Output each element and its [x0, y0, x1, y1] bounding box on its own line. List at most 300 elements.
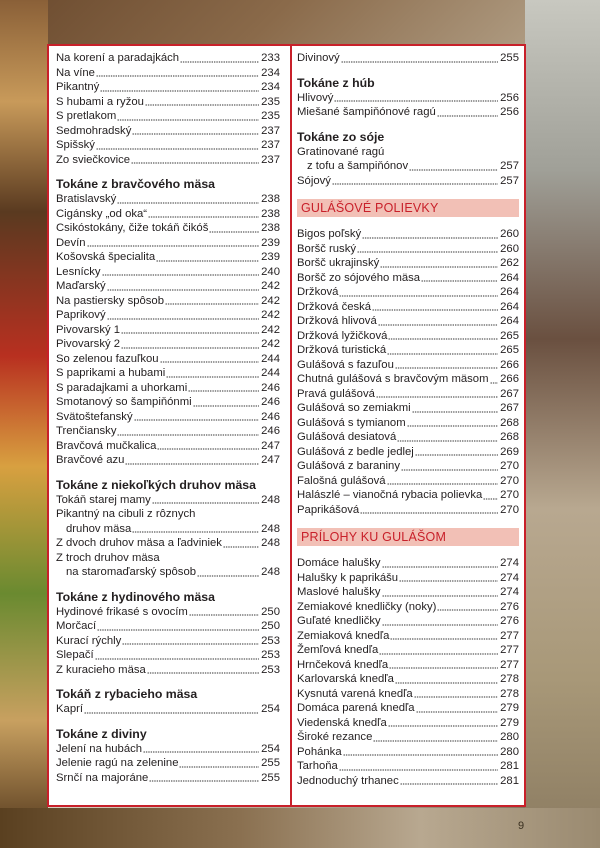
toc-entry[interactable] — [56, 236, 280, 251]
entry-page-number: 255 — [261, 771, 280, 784]
toc-entry[interactable] — [56, 66, 280, 81]
dot-leader — [437, 115, 498, 117]
entry-title: Svätoštefanský — [56, 410, 133, 423]
entry-title: Divinový — [297, 52, 340, 64]
entry-page-number: 267 — [500, 387, 519, 400]
entry-page-number: 246 — [261, 396, 280, 408]
entry-title: Jednoduchý trhanec — [297, 774, 399, 787]
dot-leader — [407, 425, 498, 427]
entry-title: Z dvoch druhov mäsa a ľadviniek — [56, 537, 222, 549]
food-photo-left — [0, 0, 48, 848]
dot-leader — [132, 133, 259, 135]
dot-leader — [382, 624, 498, 626]
toc-entry[interactable] — [56, 424, 280, 439]
entry-page-number: 269 — [500, 445, 519, 458]
entry-page-number: 278 — [500, 687, 519, 700]
entry-page-number: 270 — [500, 503, 519, 516]
toc-entry[interactable] — [297, 600, 519, 615]
toc-entry[interactable] — [56, 294, 280, 309]
dot-leader — [188, 390, 259, 392]
page-number: 9 — [518, 820, 525, 832]
dot-leader — [415, 454, 498, 456]
entry-page-number: 260 — [500, 228, 519, 240]
toc-entry[interactable] — [56, 663, 280, 678]
entry-title: S pretlakom — [56, 110, 117, 122]
dot-leader — [117, 434, 259, 436]
entry-page-number: 238 — [261, 193, 280, 205]
entry-page-number: 277 — [500, 658, 519, 671]
toc-entry[interactable] — [297, 343, 519, 358]
entry-title: Gulášová so zemiakmi — [297, 402, 411, 414]
dot-leader — [388, 725, 498, 727]
dot-leader — [102, 274, 259, 276]
toc-entry[interactable] — [297, 91, 519, 106]
entry-title: Bratislavský — [56, 193, 117, 205]
toc-entry[interactable] — [297, 51, 519, 66]
section-heading: Tokáne z diviny — [56, 726, 147, 741]
dot-leader — [376, 396, 498, 398]
dot-leader — [401, 469, 498, 471]
entry-title: Zo sviečkovice — [56, 153, 131, 166]
entry-page-number: 270 — [500, 474, 519, 487]
dot-leader — [343, 754, 498, 756]
section-heading: Tokáne z niekoľkých druhov mäsa — [56, 477, 256, 492]
dot-leader — [389, 667, 498, 669]
toc-entry[interactable] — [297, 759, 519, 774]
entry-title: Pravá gulášová — [297, 387, 375, 400]
dot-leader — [379, 653, 498, 655]
entry-page-number: 256 — [500, 106, 519, 118]
dot-leader — [95, 658, 259, 660]
entry-title: S hubami a ryžou — [56, 95, 144, 108]
toc-entry[interactable] — [56, 493, 280, 508]
toc-entry[interactable] — [56, 381, 280, 396]
entry-title: Boršč ruský — [297, 242, 357, 255]
entry-title: Držková — [297, 286, 339, 298]
entry-page-number: 238 — [261, 222, 280, 234]
entry-title: Bravčové azu — [56, 454, 125, 466]
entry-title: z tofu a šampiňónov — [307, 160, 409, 172]
toc-entry[interactable] — [297, 314, 519, 329]
entry-title: Tarhoňa — [297, 760, 338, 772]
entry-page-number: 274 — [500, 571, 519, 584]
chapter-band: GULÁŠOVÉ POLIEVKY — [297, 199, 519, 217]
toc-entry-continued — [56, 507, 280, 522]
entry-page-number: 267 — [500, 402, 519, 414]
dot-leader — [121, 332, 259, 334]
toc-entry[interactable] — [297, 745, 519, 760]
toc-entry[interactable] — [297, 672, 519, 687]
toc-entry[interactable] — [56, 337, 280, 352]
toc-entry[interactable] — [56, 439, 280, 454]
toc-entry[interactable] — [56, 221, 280, 236]
toc-entry[interactable] — [297, 687, 519, 702]
toc-entry[interactable] — [297, 730, 519, 745]
entry-page-number: 244 — [261, 367, 280, 379]
entry-page-number: 246 — [261, 410, 280, 423]
entry-page-number: 239 — [261, 236, 280, 249]
dot-leader — [96, 148, 259, 150]
dot-leader — [372, 309, 498, 311]
toc-entry[interactable] — [56, 109, 280, 124]
toc-entry[interactable] — [56, 565, 280, 580]
entry-page-number: 242 — [261, 280, 280, 292]
toc-entry[interactable] — [56, 648, 280, 663]
dot-leader — [390, 638, 498, 640]
entry-page-number: 254 — [261, 703, 280, 715]
toc-entry[interactable] — [56, 323, 280, 338]
toc-entry[interactable] — [297, 159, 519, 174]
dot-leader — [180, 61, 259, 63]
entry-page-number: 253 — [261, 649, 280, 661]
entry-title: Držková lyžičková — [297, 329, 388, 342]
entry-page-number: 242 — [261, 309, 280, 321]
entry-page-number: 237 — [261, 153, 280, 166]
entry-page-number: 265 — [500, 329, 519, 342]
dot-leader — [387, 353, 498, 355]
toc-entry[interactable] — [297, 629, 519, 644]
entry-page-number: 265 — [500, 344, 519, 356]
toc-entry[interactable] — [56, 702, 280, 717]
entry-title: Smotanový so šampiňónmi — [56, 396, 192, 408]
dot-leader — [152, 502, 259, 504]
entry-title: Gulášová z bedle jedlej — [297, 445, 414, 458]
entry-page-number: 253 — [261, 634, 280, 647]
toc-entry[interactable] — [297, 242, 519, 257]
entry-title: Lesnícky — [56, 265, 101, 278]
dot-leader — [122, 643, 259, 645]
dot-leader — [412, 411, 498, 413]
entry-page-number: 234 — [261, 66, 280, 79]
toc-entry[interactable] — [56, 453, 280, 468]
entry-title: Sójový — [297, 174, 331, 187]
entry-title: Halászlé – vianočná rybacia polievka — [297, 489, 483, 501]
entry-title: Na víne — [56, 66, 95, 79]
toc-entry[interactable] — [56, 605, 280, 620]
toc-entry[interactable] — [297, 416, 519, 431]
entry-page-number: 268 — [500, 416, 519, 429]
column-divider — [290, 46, 292, 805]
toc-entry[interactable] — [56, 352, 280, 367]
entry-page-number: 244 — [261, 352, 280, 365]
dot-leader — [147, 672, 259, 674]
dot-leader — [121, 347, 259, 349]
entry-title: Gulášová s tymianom — [297, 416, 406, 429]
toc-entry[interactable] — [56, 80, 280, 95]
entry-title: Široké rezance — [297, 731, 373, 743]
entry-title: druhov mäsa — [66, 522, 132, 535]
toc-entry[interactable] — [56, 279, 280, 294]
toc-entry[interactable] — [297, 716, 519, 731]
toc-entry[interactable] — [56, 742, 280, 757]
entry-page-number: 250 — [261, 605, 280, 618]
entry-page-number: 253 — [261, 663, 280, 676]
toc-entry[interactable] — [297, 372, 519, 387]
dot-leader — [156, 260, 259, 262]
dot-leader — [380, 266, 498, 268]
entry-page-number: 246 — [261, 381, 280, 394]
entry-title: Miešané šampiňónové ragú — [297, 106, 436, 118]
toc-entry-continued — [56, 551, 280, 566]
toc-entry[interactable] — [56, 410, 280, 425]
entry-title: Bravčová mučkalica — [56, 439, 157, 452]
entry-title: So zelenou fazuľkou — [56, 352, 159, 365]
entry-page-number: 248 — [261, 537, 280, 549]
dot-leader — [400, 783, 498, 785]
toc-entry[interactable] — [297, 430, 519, 445]
section-heading: Tokáne z hydinového mäsa — [56, 589, 215, 604]
entry-title: Chutná gulášová s bravčovým mäsom — [297, 373, 489, 385]
entry-page-number: 247 — [261, 454, 280, 466]
entry-title: S paprikami a hubami — [56, 367, 166, 379]
dot-leader — [134, 419, 259, 421]
entry-title: Falošná gulášová — [297, 474, 386, 487]
entry-title: Žemľová knedľa — [297, 644, 379, 656]
entry-page-number: 262 — [500, 257, 519, 269]
entry-page-number: 277 — [500, 644, 519, 656]
entry-title: Trenčiansky — [56, 425, 117, 437]
toc-entry[interactable] — [297, 401, 519, 416]
toc-entry[interactable] — [297, 256, 519, 271]
toc-entry[interactable] — [297, 503, 519, 518]
entry-page-number: 237 — [261, 139, 280, 151]
entry-title: Zemiaková knedľa — [297, 629, 390, 642]
entry-title: Zemiakové knedličky (noky) — [297, 600, 437, 613]
entry-page-number: 246 — [261, 425, 280, 437]
entry-title: Guľaté knedličky — [297, 615, 381, 627]
entry-title: Paprikový — [56, 309, 106, 321]
entry-title: Sedmohradský — [56, 124, 132, 137]
dot-leader — [179, 766, 259, 768]
toc-entry[interactable] — [56, 138, 280, 153]
entry-title: na staromaďarský spôsob — [66, 566, 197, 578]
toc-entry[interactable] — [56, 771, 280, 786]
cutlery-photo-right — [525, 0, 600, 848]
dot-leader — [84, 712, 259, 714]
dot-leader — [395, 367, 498, 369]
toc-entry[interactable] — [297, 571, 519, 586]
entry-title: Pikantný — [56, 81, 100, 93]
dot-leader — [483, 498, 498, 500]
toc-entry[interactable] — [297, 227, 519, 242]
entry-page-number: 248 — [261, 493, 280, 506]
toc-left-column — [56, 51, 280, 785]
entry-page-number: 270 — [500, 489, 519, 501]
entry-title: Karlovarská knedľa — [297, 673, 394, 685]
dot-leader — [382, 566, 498, 568]
entry-page-number: 274 — [500, 557, 519, 569]
entry-page-number: 279 — [500, 716, 519, 729]
entry-page-number: 274 — [500, 586, 519, 598]
toc-entry[interactable] — [297, 387, 519, 402]
entry-title: Gratinované ragú — [297, 145, 385, 158]
entry-page-number: 280 — [500, 745, 519, 758]
dot-leader — [339, 295, 498, 297]
entry-title: Košovská špecialita — [56, 251, 156, 263]
entry-title: Držková hlivová — [297, 315, 377, 327]
entry-title: Tokáň starej mamy — [56, 493, 151, 506]
dot-leader — [339, 769, 498, 771]
dot-leader — [414, 696, 498, 698]
toc-right-column — [297, 51, 519, 788]
entry-title: Na pastiersky spôsob — [56, 294, 164, 307]
entry-page-number: 237 — [261, 124, 280, 137]
entry-page-number: 256 — [500, 91, 519, 104]
toc-entry[interactable] — [56, 207, 280, 222]
toc-entry[interactable] — [56, 153, 280, 168]
chapter-band: PRÍLOHY KU GULÁŠOM — [297, 528, 519, 546]
dot-leader — [197, 575, 259, 577]
entry-page-number: 242 — [261, 294, 280, 307]
entry-title: Boršč zo sójového mäsa — [297, 271, 421, 284]
entry-page-number: 279 — [500, 702, 519, 714]
toc-entry[interactable] — [297, 459, 519, 474]
toc-entry[interactable] — [56, 395, 280, 410]
toc-entry[interactable] — [56, 124, 280, 139]
dot-leader — [131, 162, 259, 164]
entry-page-number: 242 — [261, 338, 280, 350]
dot-leader — [107, 318, 259, 320]
toc-entry[interactable] — [297, 474, 519, 489]
entry-page-number: 264 — [500, 300, 519, 313]
entry-title: Cigánsky „od oka“ — [56, 207, 148, 220]
entry-title: Hlivový — [297, 91, 334, 104]
toc-entry[interactable] — [297, 614, 519, 629]
toc-entry[interactable] — [56, 51, 280, 66]
toc-entry[interactable] — [56, 192, 280, 207]
entry-page-number: 235 — [261, 95, 280, 108]
toc-entry[interactable] — [297, 285, 519, 300]
dot-leader — [149, 780, 259, 782]
toc-entry[interactable] — [56, 250, 280, 265]
entry-page-number: 266 — [500, 358, 519, 371]
dot-leader — [399, 580, 498, 582]
toc-entry[interactable] — [297, 774, 519, 789]
entry-page-number: 242 — [261, 323, 280, 336]
entry-title: Hydinové frikasé s ovocím — [56, 605, 188, 618]
entry-title: Morčací — [56, 620, 97, 632]
entry-title: Spišský — [56, 139, 95, 151]
toc-entry[interactable] — [56, 619, 280, 634]
toc-entry[interactable] — [297, 585, 519, 600]
toc-entry[interactable] — [56, 756, 280, 771]
entry-title: Z kuracieho mäsa — [56, 663, 146, 676]
table-of-contents-panel — [47, 44, 526, 807]
dot-leader — [388, 338, 498, 340]
entry-title: Držková turistická — [297, 344, 387, 356]
dot-leader — [490, 382, 498, 384]
toc-entry[interactable] — [56, 536, 280, 551]
toc-entry[interactable] — [56, 634, 280, 649]
toc-entry[interactable] — [56, 308, 280, 323]
entry-title: Hrnčeková knedľa — [297, 658, 389, 671]
entry-page-number: 234 — [261, 81, 280, 93]
entry-page-number: 240 — [261, 265, 280, 278]
entry-page-number: 247 — [261, 439, 280, 452]
entry-page-number: 264 — [500, 315, 519, 327]
entry-title: Viedenská knedľa — [297, 716, 387, 729]
dot-leader — [409, 169, 498, 171]
toc-entry[interactable] — [297, 271, 519, 286]
toc-entry[interactable] — [56, 522, 280, 537]
toc-entry[interactable] — [297, 105, 519, 120]
entry-title: Pohánka — [297, 745, 342, 758]
entry-title: Držková česká — [297, 300, 372, 313]
dot-leader — [362, 237, 498, 239]
toc-entry[interactable] — [297, 658, 519, 673]
entry-title: Na korení a paradajkách — [56, 52, 180, 64]
dot-leader — [160, 361, 259, 363]
tablecloth-photo-bottom — [0, 808, 600, 848]
toc-entry[interactable] — [297, 358, 519, 373]
entry-page-number: 270 — [500, 460, 519, 472]
entry-title: Maďarský — [56, 280, 106, 292]
entry-title: Pikantný na cibuli z rôznych — [56, 508, 196, 520]
toc-entry[interactable] — [297, 445, 519, 460]
entry-page-number: 266 — [500, 373, 519, 385]
entry-title: Jelení na hubách — [56, 742, 143, 755]
toc-entry[interactable] — [297, 701, 519, 716]
entry-title: Kurací rýchly — [56, 634, 122, 647]
toc-entry[interactable] — [297, 643, 519, 658]
entry-page-number: 260 — [500, 242, 519, 255]
dot-leader — [209, 231, 259, 233]
entry-title: Z troch druhov mäsa — [56, 551, 160, 564]
dot-leader — [416, 711, 498, 713]
dot-leader — [387, 483, 498, 485]
entry-page-number: 281 — [500, 774, 519, 787]
dot-leader — [132, 531, 259, 533]
dot-leader — [117, 119, 259, 121]
entry-page-number: 280 — [500, 731, 519, 743]
section-heading: Tokáne z bravčového mäsa — [56, 177, 216, 191]
section-heading: Tokáň z rybacieho mäsa — [56, 687, 198, 701]
dot-leader — [421, 280, 498, 282]
entry-page-number: 268 — [500, 431, 519, 443]
dot-leader — [189, 614, 259, 616]
entry-page-number: 233 — [261, 52, 280, 64]
toc-entry[interactable] — [297, 329, 519, 344]
toc-entry[interactable] — [297, 174, 519, 189]
dot-leader — [97, 629, 259, 631]
entry-page-number: 248 — [261, 522, 280, 535]
entry-title: Devín — [56, 236, 86, 249]
dot-leader — [157, 448, 259, 450]
dot-leader — [378, 324, 498, 326]
toc-entry[interactable] — [56, 366, 280, 381]
dot-leader — [166, 376, 259, 378]
toc-entry[interactable] — [297, 556, 519, 571]
entry-title: Maslové halušky — [297, 586, 381, 598]
entry-title: Jelenie ragú na zelenine — [56, 757, 179, 769]
entry-page-number: 255 — [500, 52, 519, 64]
toc-entry[interactable] — [297, 300, 519, 315]
dot-leader — [117, 202, 259, 204]
toc-entry[interactable] — [56, 265, 280, 280]
dot-leader — [125, 463, 259, 465]
entry-page-number: 255 — [261, 757, 280, 769]
entry-title: Kaprí — [56, 703, 84, 715]
entry-page-number: 257 — [500, 174, 519, 187]
entry-title: Pivovarský 2 — [56, 338, 121, 350]
toc-entry[interactable] — [297, 488, 519, 503]
dot-leader — [360, 512, 498, 514]
dot-leader — [223, 546, 259, 548]
toc-entry[interactable] — [56, 95, 280, 110]
dot-leader — [165, 303, 259, 305]
dot-leader — [397, 440, 498, 442]
entry-title: Bigos poľský — [297, 228, 362, 240]
